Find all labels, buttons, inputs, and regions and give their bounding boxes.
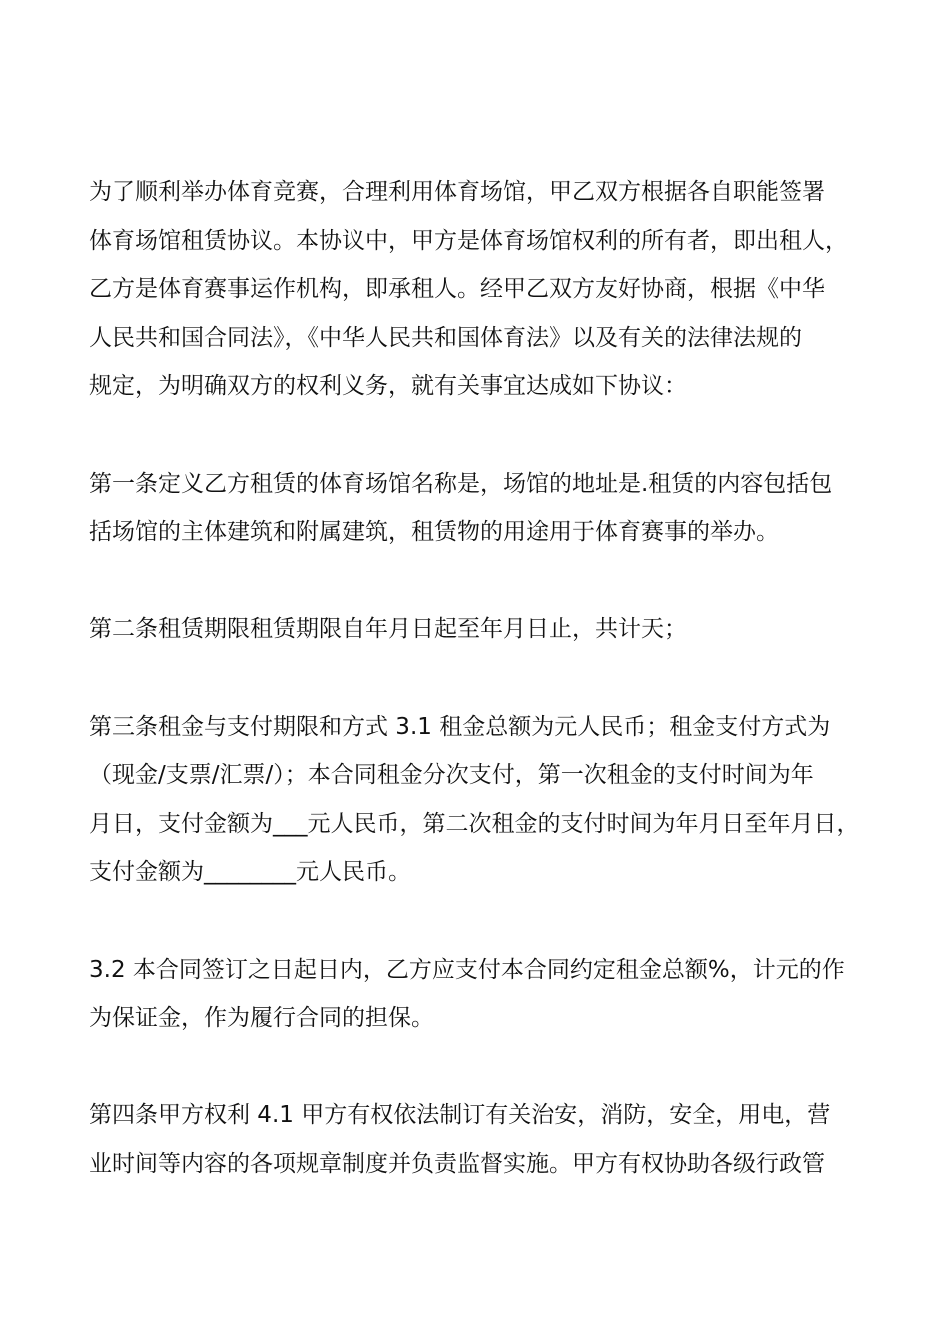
paragraph-spacer xyxy=(89,897,879,946)
text-line: 体育场馆租赁协议。本协议中，甲方是体育场馆权利的所有者，即出租人， xyxy=(89,227,848,254)
text-line: 第四条甲方权利 4.1 甲方有权依法制订有关治安，消防，安全，用电，营 xyxy=(89,1102,831,1129)
text-line: 第一条定义乙方租赁的体育场馆名称是，场馆的地址是.租赁的内容包括包 xyxy=(89,470,833,497)
text-line: 乙方是体育赛事运作机构，即承租人。经甲乙双方友好协商，根据《中华 xyxy=(89,276,825,303)
text-line: 业时间等内容的各项规章制度并负责监督实施。甲方有权协助各级行政管 xyxy=(89,1150,825,1177)
paragraph-spacer xyxy=(89,654,879,703)
paragraph-article-1 xyxy=(89,460,879,557)
text-line: 支付金额为________元人民币。 xyxy=(89,859,411,886)
text-line: （现金/支票/汇票/）；本合同租金分次支付，第一次租金的支付时间为年 xyxy=(89,762,814,789)
paragraph-article-3 xyxy=(89,703,879,897)
paragraph-spacer xyxy=(89,557,879,606)
paragraph-intro xyxy=(89,168,879,411)
paragraph-article-4 xyxy=(89,1091,879,1188)
text-line: 3.2 本合同签订之日起日内，乙方应支付本合同约定租金总额%，计元的作 xyxy=(89,956,845,983)
paragraph-spacer xyxy=(89,411,879,460)
text-line: 规定，为明确双方的权利义务，就有关事宜达成如下协议： xyxy=(89,373,687,400)
paragraph-spacer xyxy=(89,1043,879,1092)
text-line: 第二条租赁期限租赁期限自年月日起至年月日止，共计天； xyxy=(89,616,687,643)
paragraph-article-3-2 xyxy=(89,946,879,1043)
text-line: 月日，支付金额为___元人民币，第二次租金的支付时间为年月日至年月日， xyxy=(89,810,860,837)
paragraph-article-2 xyxy=(89,605,879,654)
text-line: 为了顺利举办体育竞赛，合理利用体育场馆，甲乙双方根据各自职能签署 xyxy=(89,179,825,205)
text-line: 人民共和国合同法》，《中华人民共和国体育法》以及有关的法律法规的 xyxy=(89,324,802,351)
text-line: 为保证金，作为履行合同的担保。 xyxy=(89,1005,434,1032)
text-line: 第三条租金与支付期限和方式 3.1 租金总额为元人民币；租金支付方式为 xyxy=(89,713,831,740)
document-body xyxy=(89,168,879,1188)
text-line: 括场馆的主体建筑和附属建筑，租赁物的用途用于体育赛事的举办。 xyxy=(89,519,779,546)
